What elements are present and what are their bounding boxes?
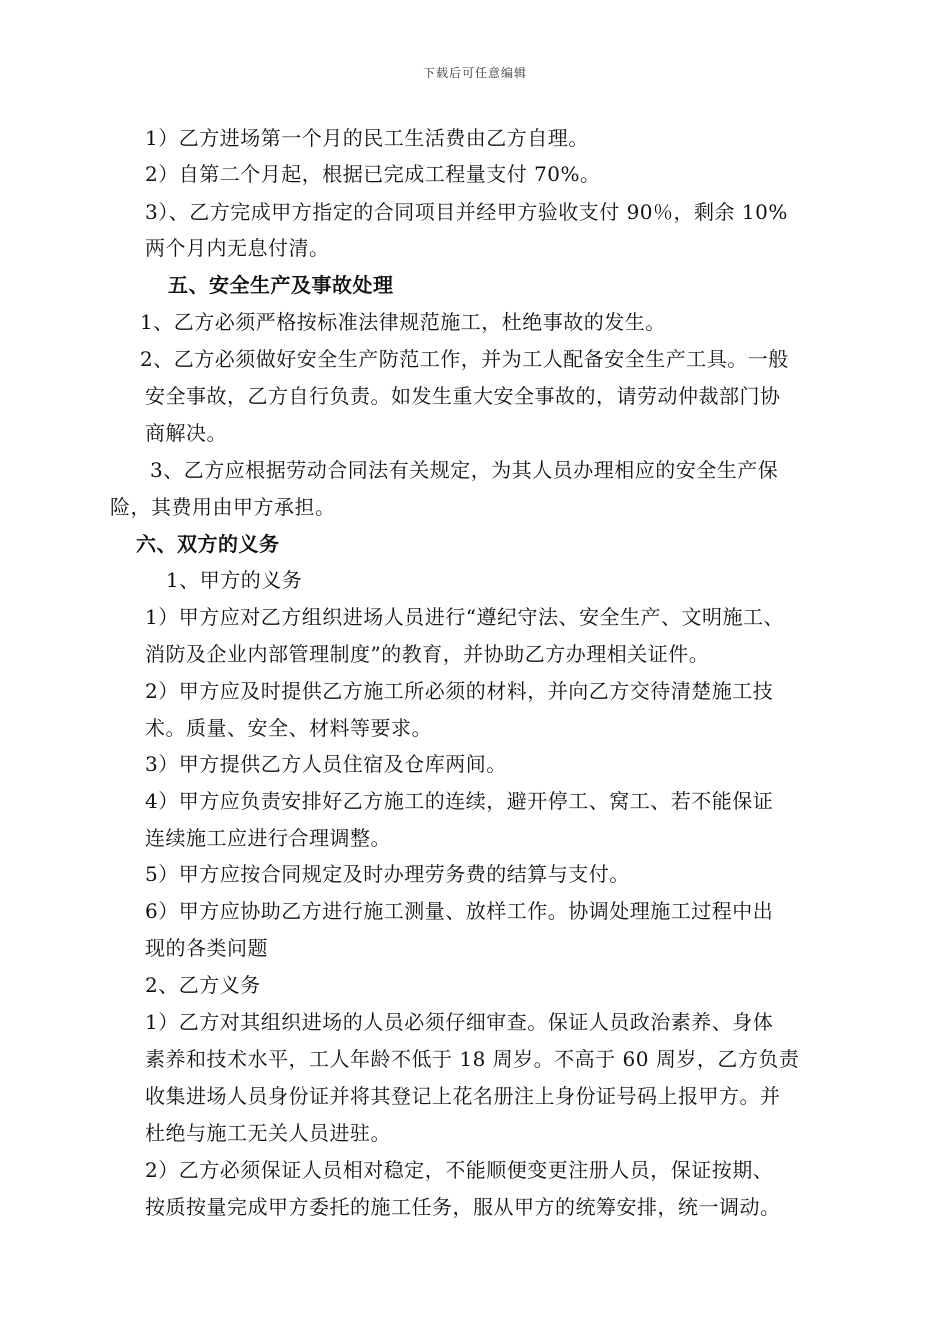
paragraph-line: 收集进场人员身份证并将其登记上花名册注上身份证号码上报甲方。并 (145, 1084, 781, 1108)
section-heading-5: 五、安全生产及事故处理 (168, 273, 394, 297)
paragraph-line: 3）、乙方完成甲方指定的合同项目并经甲方验收支付 90％，剩余 10% (145, 200, 788, 224)
paragraph-line: 2）乙方必须保证人员相对稳定，不能顺便变更注册人员，保证按期、 (145, 1158, 774, 1182)
paragraph-line: 4）甲方应负责安排好乙方施工的连续，避开停工、窝工、若不能保证 (145, 789, 774, 813)
section-heading-6: 六、双方的义务 (136, 532, 280, 556)
paragraph-line: 连续施工应进行合理调整。 (145, 826, 391, 850)
paragraph-line: 6）甲方应协助乙方进行施工测量、放样工作。协调处理施工过程中出 (145, 899, 774, 923)
paragraph-line: 术。质量、安全、材料等要求。 (145, 716, 432, 740)
subsection-heading: 1、甲方的义务 (166, 568, 303, 592)
paragraph-line: 1、乙方必须严格按标准法律规范施工，杜绝事故的发生。 (140, 310, 666, 334)
subsection-heading: 2、乙方义务 (145, 973, 261, 997)
paragraph-line: 5）甲方应按合同规定及时办理劳务费的结算与支付。 (145, 862, 630, 886)
paragraph-line: 素养和技术水平，工人年龄不低于 18 周岁。不高于 60 周岁，乙方负责 (145, 1047, 800, 1071)
paragraph-line: 3、乙方应根据劳动合同法有关规定，为其人员办理相应的安全生产保 (150, 458, 779, 482)
paragraph-line: 商解决。 (145, 421, 227, 445)
paragraph-line: 1）乙方对其组织进场的人员必须仔细审查。保证人员政治素养、身体 (145, 1010, 774, 1034)
paragraph-line: 按质按量完成甲方委托的施工任务，服从甲方的统筹安排，统一调动。 (145, 1195, 781, 1219)
paragraph-line: 险，其费用由甲方承担。 (110, 495, 336, 519)
paragraph-line: 2、乙方必须做好安全生产防范工作，并为工人配备安全生产工具。一般 (140, 347, 789, 371)
page-header-note: 下载后可任意编辑 (422, 66, 527, 80)
paragraph-line: 1）甲方应对乙方组织进场人员进行“遵纪守法、安全生产、文明施工、 (145, 605, 784, 629)
paragraph-line: 3）甲方提供乙方人员住宿及仓库两间。 (145, 752, 507, 776)
paragraph-line: 安全事故，乙方自行负责。如发生重大安全事故的，请劳动仲裁部门协 (145, 384, 781, 408)
paragraph-line: 消防及企业内部管理制度”的教育，并协助乙方办理相关证件。 (145, 642, 710, 666)
paragraph-line: 现的各类问题 (145, 936, 268, 960)
paragraph-line: 2）甲方应及时提供乙方施工所必须的材料，并向乙方交待清楚施工技 (145, 679, 774, 703)
paragraph-line: 1）乙方进场第一个月的民工生活费由乙方自理。 (145, 126, 589, 150)
paragraph-line: 两个月内无息付清。 (145, 236, 330, 260)
paragraph-line: 2）自第二个月起，根据已完成工程量支付 70%。 (145, 162, 601, 186)
paragraph-line: 杜绝与施工无关人员进驻。 (145, 1121, 391, 1145)
